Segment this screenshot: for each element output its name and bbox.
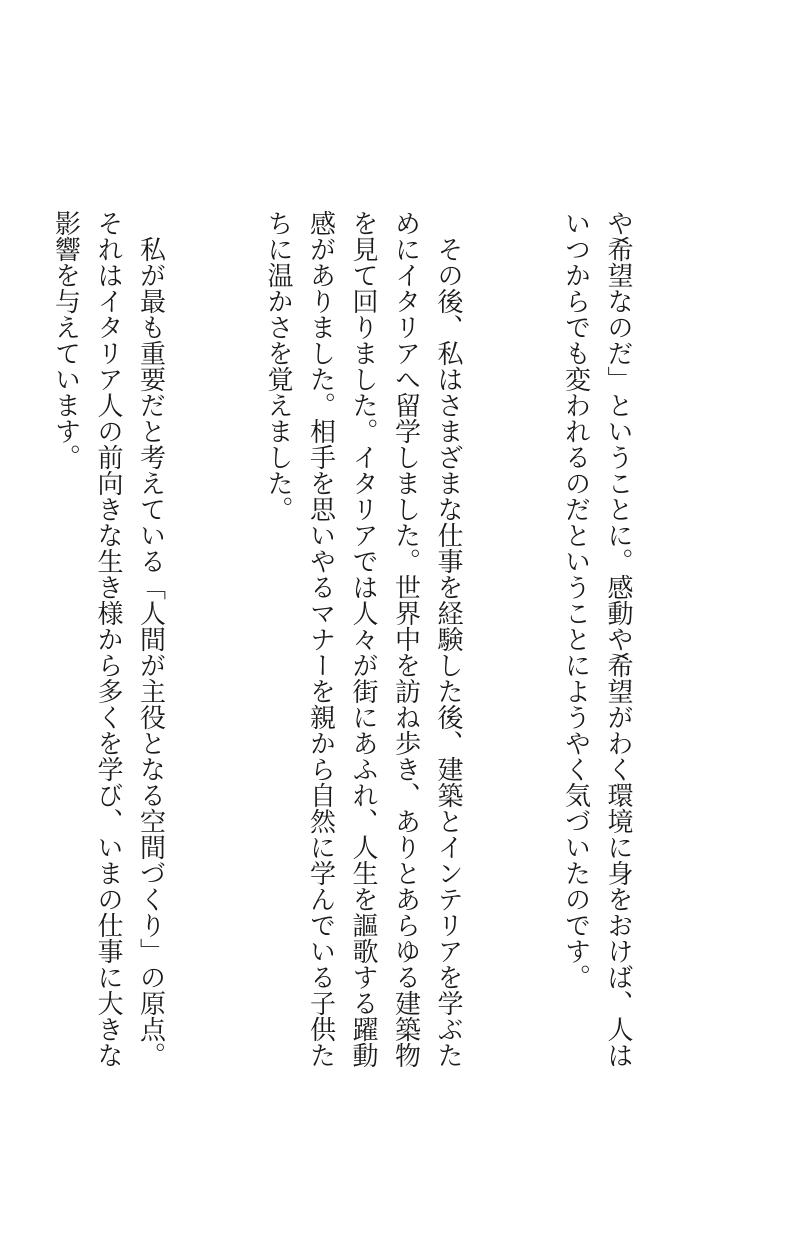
vertical-text-body [0, 210, 724, 1070]
paragraph-3: 私が最も重要だと考えている「人間が主役となる空間づくり」の原点。それはイタリア人の前向きな生き様から多くを学び、いまの仕事に大きな影響を与えています。 [50, 210, 166, 1068]
paragraph-2: その後、私はさまざまな仕事を経験した後、建築とインテリアを学ぶためにイタリアへ留学しました。世界中を訪ね歩き、ありとあらゆる建築物を見て回りました。イタリアでは人々が街にあふれ、人生を謳歌する躍動感がありました。相手を思いやるマナーを親から自然に学んでいる子供たちに温かさを覚えました。 [263, 210, 463, 1068]
paragraph-1: や希望なのだ」ということに。感動や希望がわく環境に身をおけば、人はいつからでも変われるのだということにようやく気づいたのです。 [560, 210, 633, 1068]
